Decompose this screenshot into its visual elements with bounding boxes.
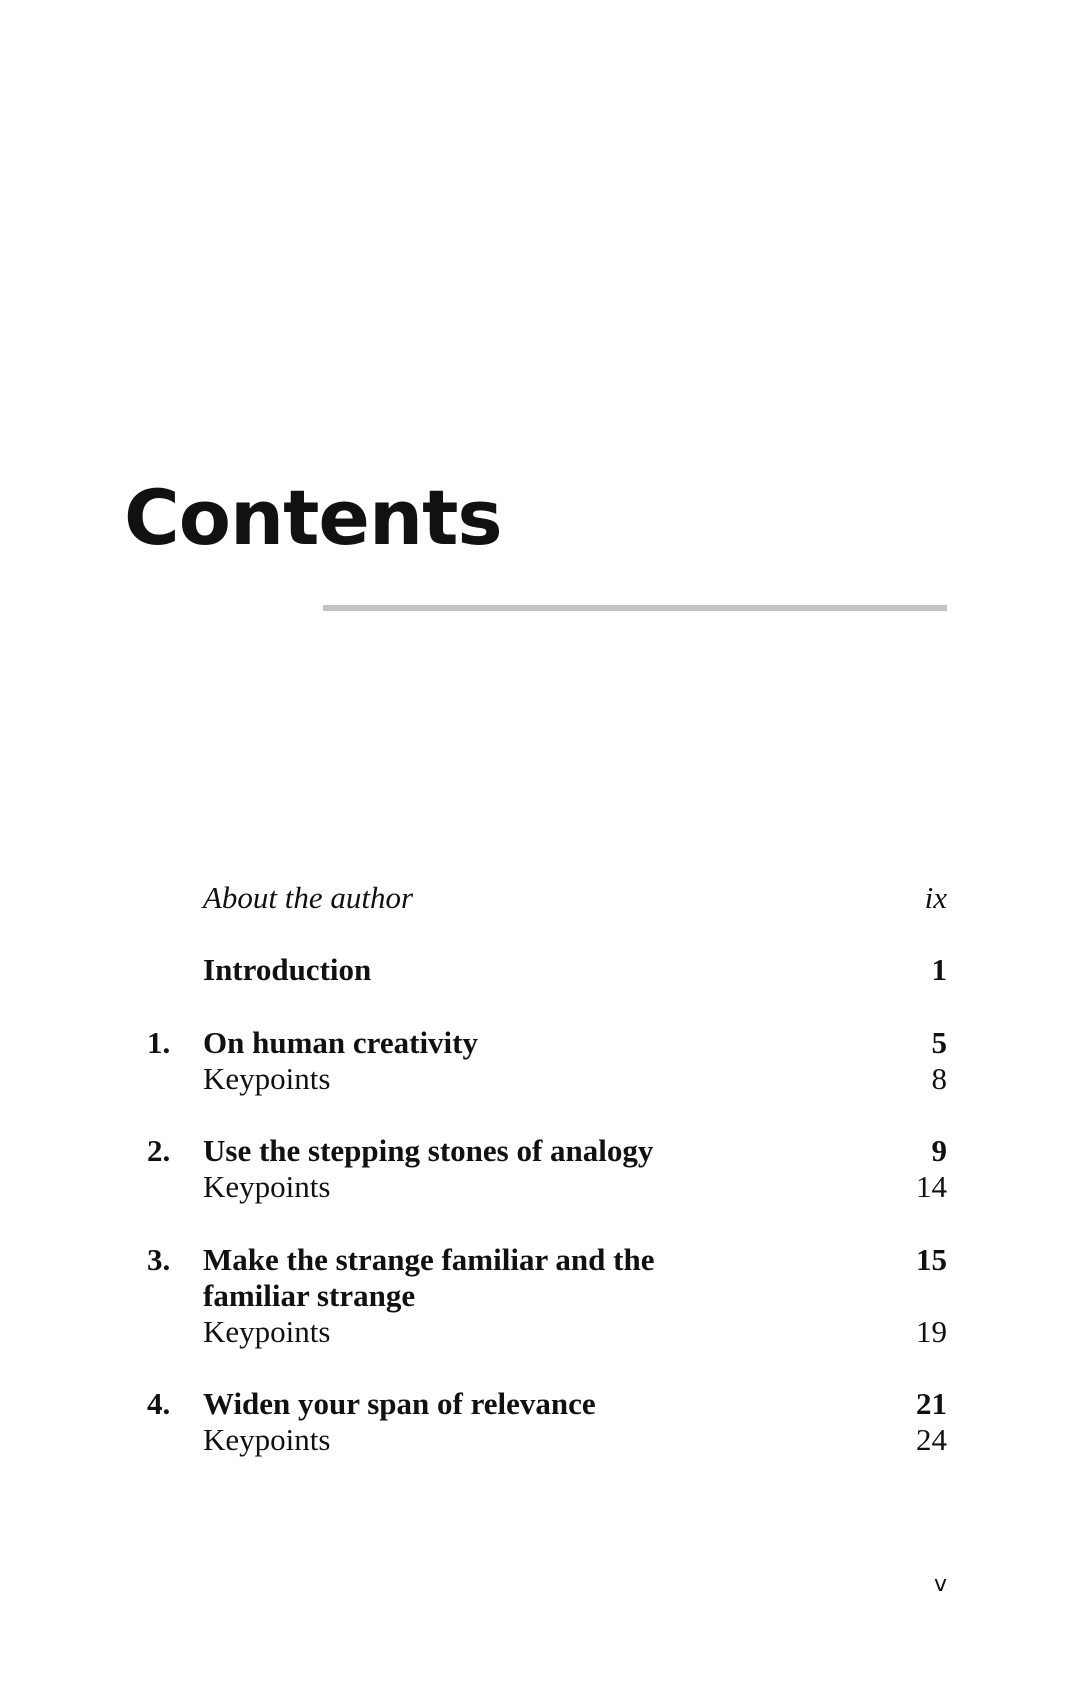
page-title: Contents bbox=[124, 473, 502, 562]
chapter-page: 15 bbox=[916, 1242, 947, 1277]
page-folio: v bbox=[933, 1572, 947, 1597]
keypoints-page: 8 bbox=[931, 1061, 947, 1096]
toc-entry-page: 1 bbox=[931, 952, 947, 987]
chapter-title: On human creativity bbox=[203, 1025, 478, 1060]
chapter-page: 9 bbox=[931, 1133, 947, 1168]
keypoints-label: Keypoints bbox=[203, 1061, 331, 1096]
chapter-title: Widen your span of relevance bbox=[203, 1386, 596, 1421]
toc-chapter-3[interactable] bbox=[147, 1242, 947, 1278]
chapter-title: Make the strange familiar and the bbox=[203, 1242, 655, 1277]
toc-chapter-1[interactable] bbox=[147, 1025, 947, 1061]
toc-chapter-2-keypoints[interactable] bbox=[147, 1169, 947, 1205]
chapter-page: 5 bbox=[931, 1025, 947, 1060]
toc-chapter-3-keypoints[interactable] bbox=[147, 1314, 947, 1350]
toc-chapter-4[interactable] bbox=[147, 1386, 947, 1422]
toc-chapter-3-continued bbox=[147, 1278, 947, 1314]
chapter-number: 3. bbox=[147, 1242, 171, 1277]
toc-chapter-1-keypoints[interactable] bbox=[147, 1061, 947, 1097]
keypoints-page: 24 bbox=[916, 1422, 947, 1457]
chapter-number: 4. bbox=[147, 1386, 171, 1421]
toc-entry-page: ix bbox=[924, 880, 947, 915]
toc-chapter-2[interactable] bbox=[147, 1133, 947, 1169]
keypoints-label: Keypoints bbox=[203, 1422, 331, 1457]
toc-entry-title: About the author bbox=[203, 880, 414, 915]
chapter-page: 21 bbox=[916, 1386, 947, 1421]
keypoints-label: Keypoints bbox=[203, 1169, 331, 1204]
toc-entry-about-author[interactable] bbox=[147, 880, 947, 916]
chapter-number: 2. bbox=[147, 1133, 171, 1168]
chapter-title-continued: familiar strange bbox=[203, 1278, 416, 1313]
chapter-number: 1. bbox=[147, 1025, 171, 1060]
toc-entry-title: Introduction bbox=[203, 952, 372, 987]
toc-entry-introduction[interactable] bbox=[147, 952, 947, 988]
title-rule bbox=[323, 605, 947, 611]
toc-chapter-4-keypoints[interactable] bbox=[147, 1422, 947, 1458]
keypoints-page: 14 bbox=[916, 1169, 947, 1204]
keypoints-label: Keypoints bbox=[203, 1314, 331, 1349]
keypoints-page: 19 bbox=[916, 1314, 947, 1349]
chapter-title: Use the stepping stones of analogy bbox=[203, 1133, 654, 1168]
